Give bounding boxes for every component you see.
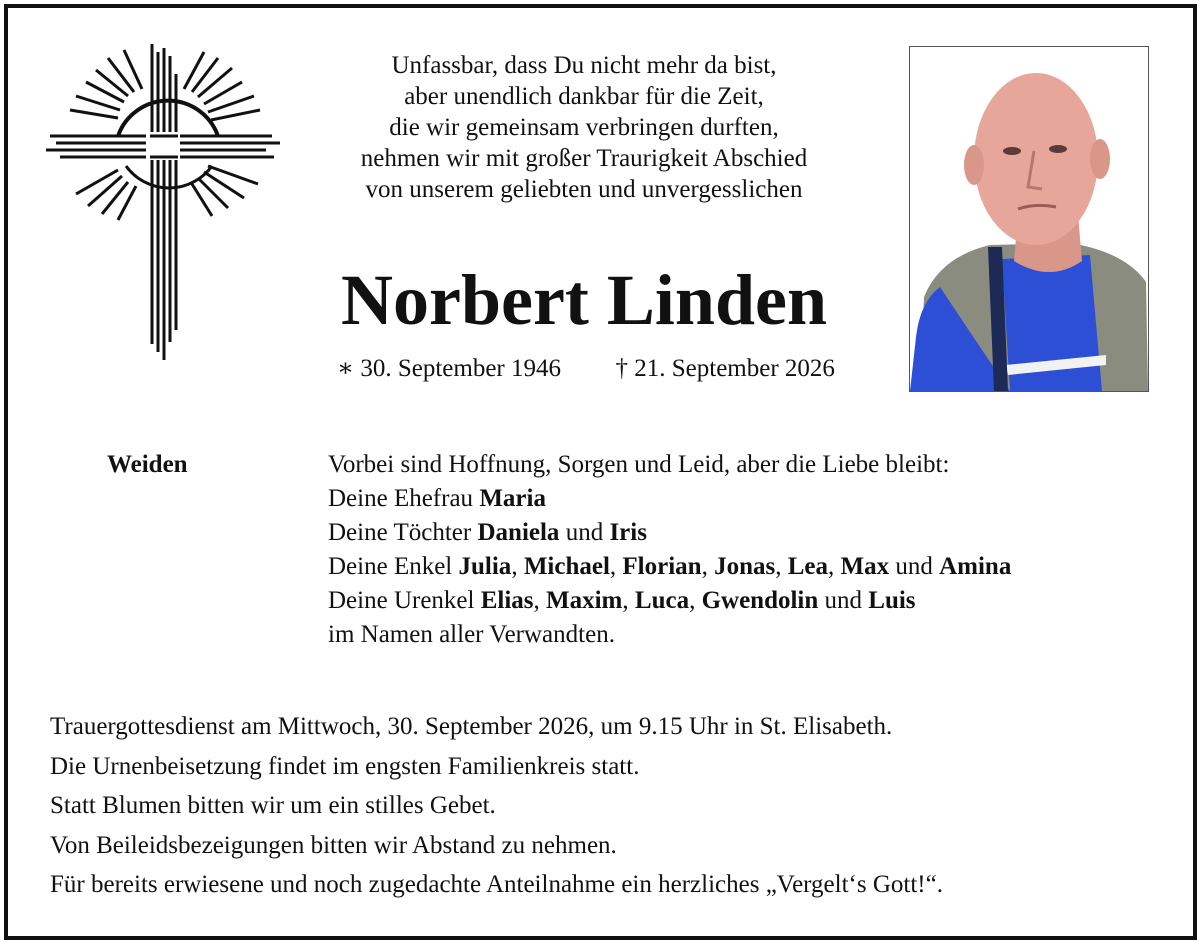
grandchild-name: Amina [939,553,1012,580]
comma: , [622,587,635,614]
great-grandchild-name: Luis [868,587,916,614]
grandchild-name: Michael [523,553,610,580]
great-grandchild-name: Gwendolin [701,587,819,614]
portrait-photo [909,46,1149,392]
notice-line: Die Urnenbeisetzung findet im engsten Familienkreis statt. [50,752,640,780]
family-great-grandchildren-row [328,584,1011,618]
grandchild-name: Max [840,553,890,580]
grandchild-name: Jonas [714,553,776,580]
comma: , [775,553,788,580]
grandchild-name: Julia [458,553,512,580]
great-grandchild-name: Maxim [546,587,623,614]
wife-prefix: Deine Ehefrau [328,485,480,512]
and-word: und [889,553,940,580]
intro-line: aber unendlich dankbar für die Zeit, [404,83,764,110]
intro-line: Unfassbar, dass Du nicht mehr da bist, [391,52,777,79]
and-word: und [818,587,869,614]
comma: , [533,587,547,614]
life-dates [296,352,876,386]
notice-line: Für bereits erwiesene und noch zugedachte Anteilnahme ein herzliches „Vergelt‘s Gott!“. [50,871,943,898]
death-symbol: † [615,355,628,382]
birth-symbol: ∗ [337,355,355,382]
great-grandchild-name: Luca [634,587,690,614]
daughter-name: Daniela [477,519,560,546]
death-date: 21. September 2026 [634,355,835,382]
and-word: und [559,519,610,546]
radiant-cross-icon [46,44,280,360]
family-daughters-row [328,516,1011,550]
family-wife-row [328,482,1011,516]
comma: , [701,553,715,580]
daughters-prefix: Deine Töchter [328,519,478,546]
deceased-name: Norbert Linden [341,260,827,340]
family-intro: Vorbei sind Hoffnung, Sorgen und Leid, aber die Liebe bleibt: [328,451,950,478]
intro-line: von unserem geliebten und unvergesslichen [365,176,803,203]
family-grandchildren-row [328,550,1011,584]
birth-date: 30. September 1946 [360,355,561,382]
grandchild-name: Florian [622,553,702,580]
great-grandchildren-prefix: Deine Urenkel [328,587,481,614]
great-grandchild-name: Elias [480,587,534,614]
notices-block [50,707,943,905]
intro-line: nehmen wir mit großer Traurigkeit Abschied [360,145,808,172]
intro-line: die wir gemeinsam verbringen durften, [389,114,779,141]
grandchildren-prefix: Deine Enkel [328,553,459,580]
comma: , [689,587,702,614]
daughter-name: Iris [609,519,647,546]
notice-line: Von Beileidsbezeigungen bitten wir Abstand zu nehmen. [50,831,617,859]
notice-line: Statt Blumen bitten wir um ein stilles Gebet. [50,792,496,819]
notice-line: Trauergottesdienst am Mittwoch, 30. September 2026, um 9.15 Uhr in St. Elisabeth. [50,713,893,740]
family-closing: im Namen aller Verwandten. [328,621,615,648]
family-block [328,448,1011,652]
comma: , [609,553,623,580]
comma: , [828,553,841,580]
grandchild-name: Lea [787,553,828,580]
wife-name: Maria [479,485,546,512]
comma: , [511,553,524,580]
place-name: Weiden [107,451,188,478]
intro-verse [300,50,868,205]
